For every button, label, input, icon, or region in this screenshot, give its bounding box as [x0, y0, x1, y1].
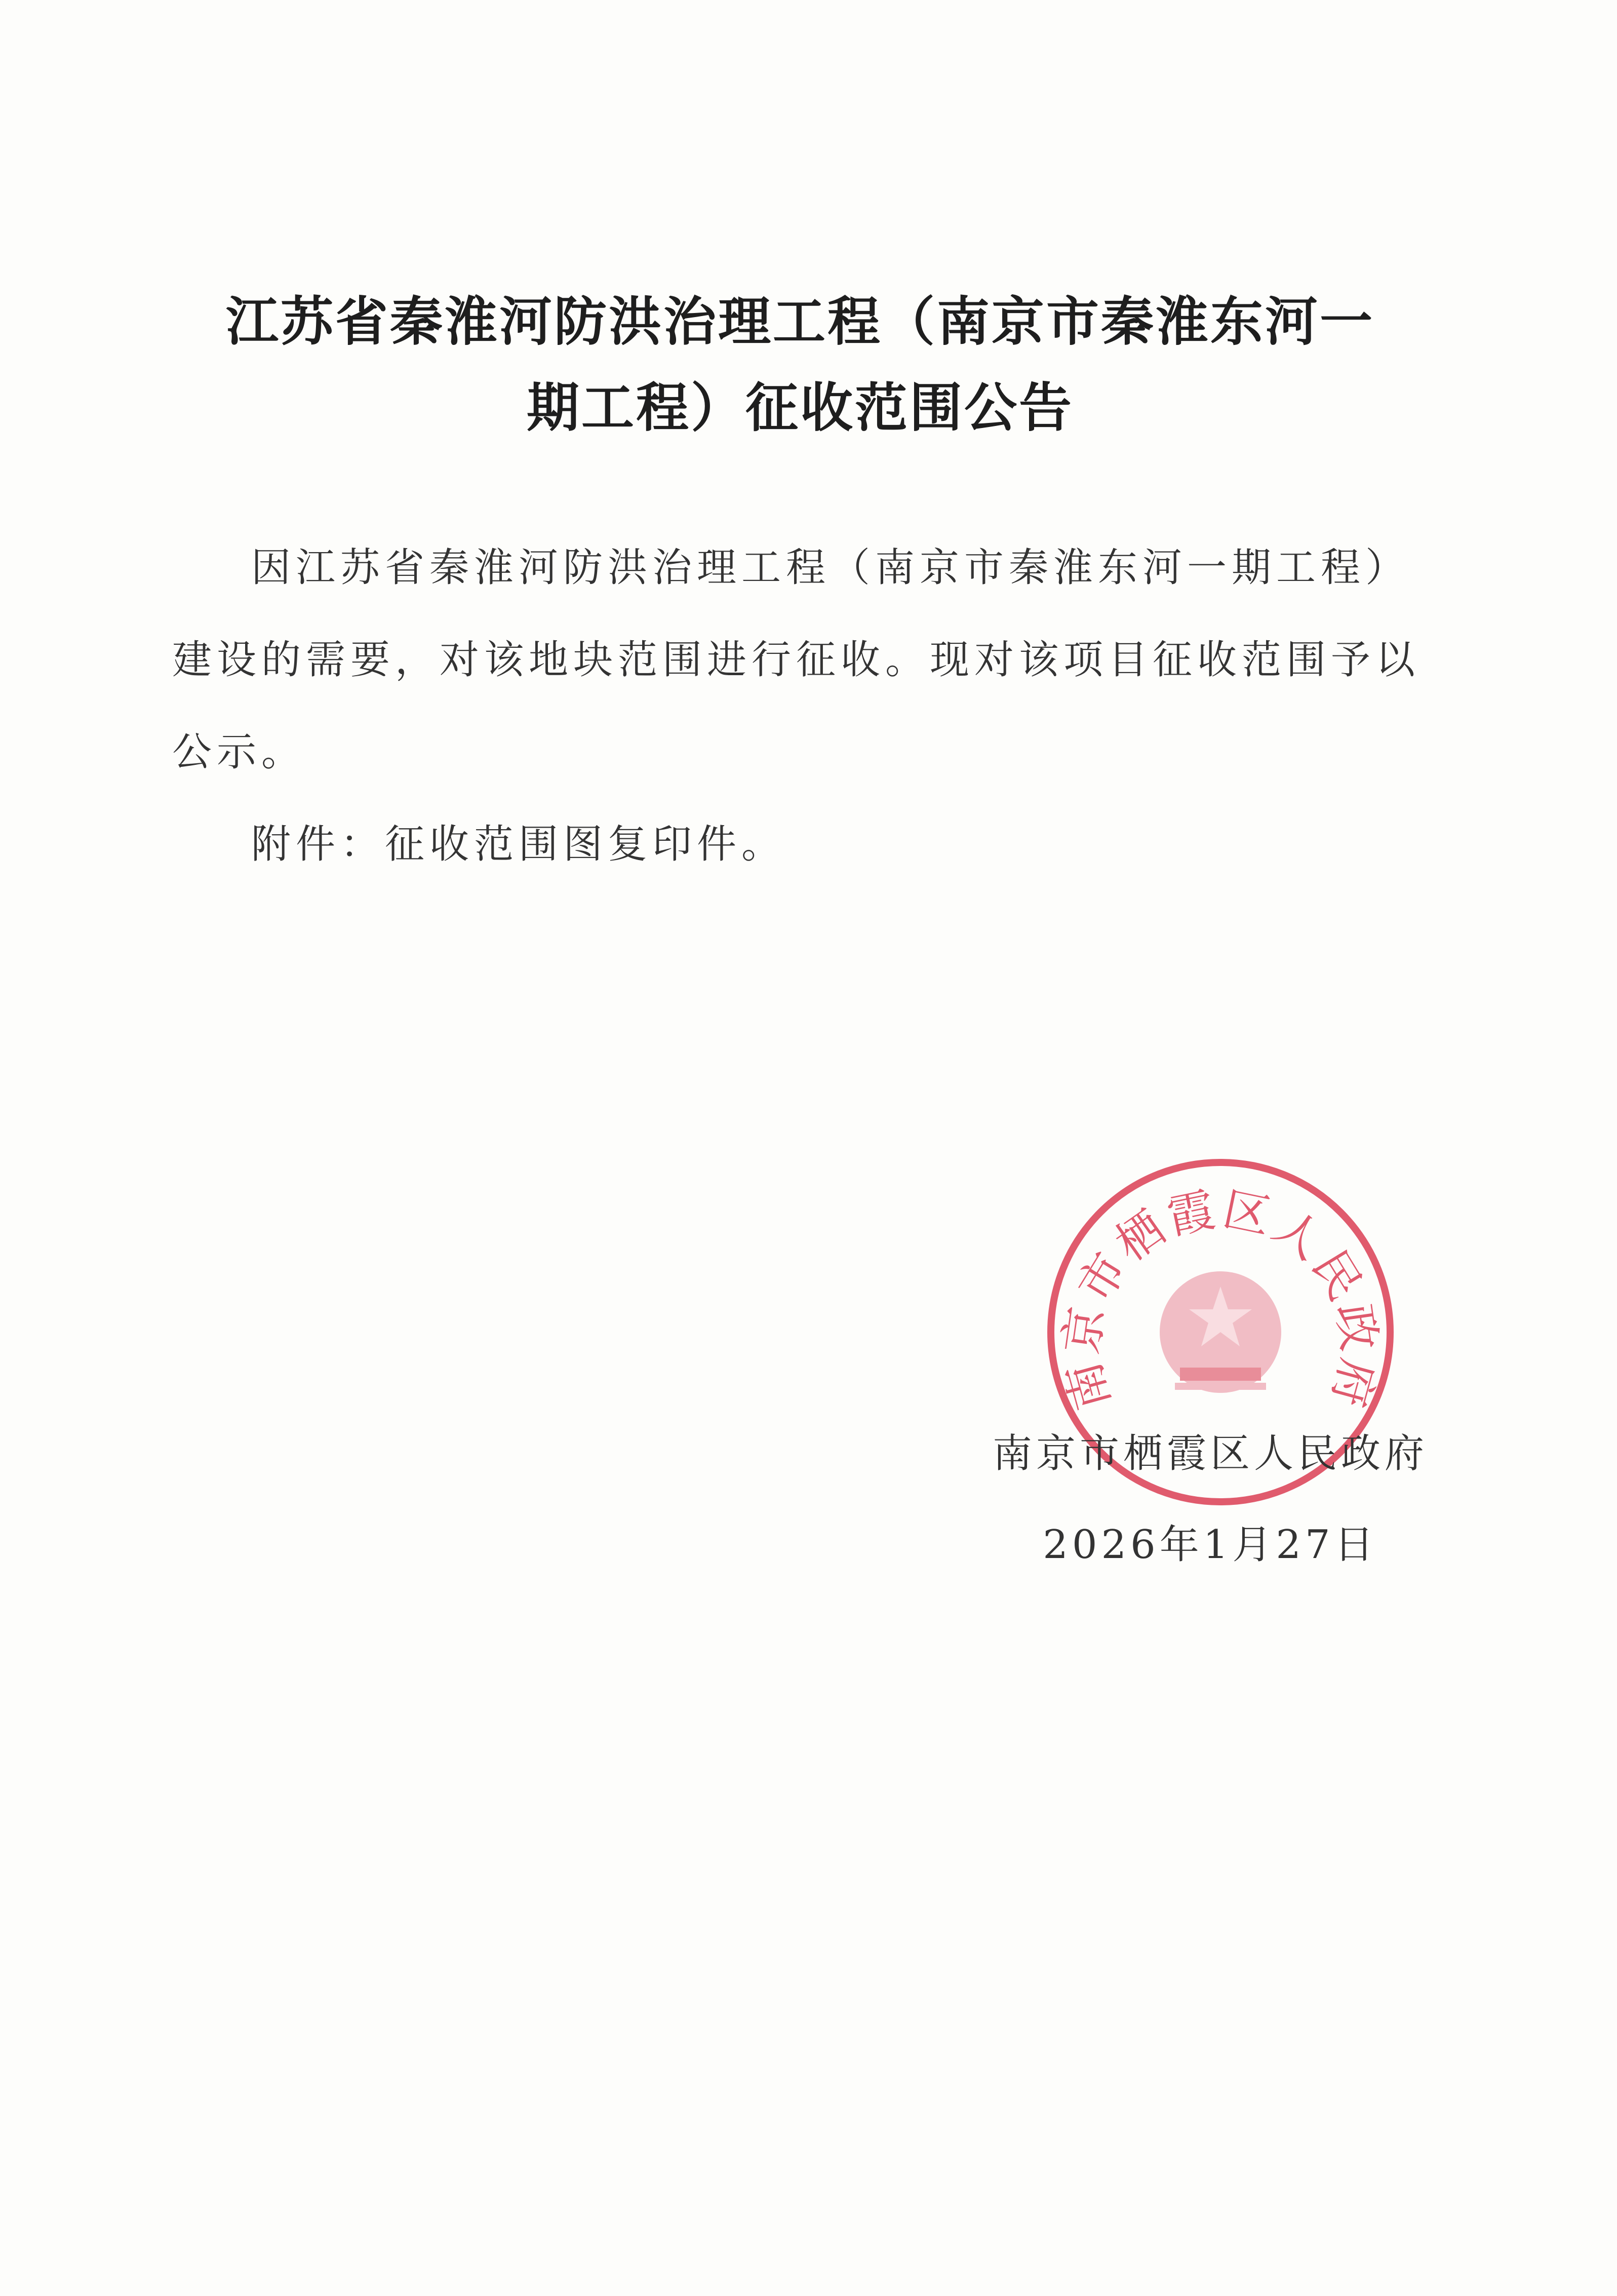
body-paragraph: 因江苏省秦淮河防洪治理工程（南京市秦淮东河一期工程）建设的需要，对该地块范围进行征收。现对该项目征收范围予以公示。 [172, 545, 1421, 775]
signature-block [982, 1408, 1438, 1590]
title-line-1: 江苏省秦淮河防洪治理工程（南京市秦淮东河一 [225, 290, 1374, 353]
document-body [172, 522, 1428, 890]
attachment-note: 附件：征收范围图复印件。 [251, 822, 786, 867]
svg-text:南京市栖霞区人民政府: 南京市栖霞区人民政府 [1054, 1182, 1387, 1416]
issuer-name: 南京市栖霞区人民政府 [992, 1431, 1428, 1476]
title-line-2: 期工程）征收范围公告 [526, 376, 1074, 439]
page-title [152, 279, 1448, 451]
issue-date: 2026年1月27日 [1043, 1522, 1378, 1568]
national-emblem-icon [1160, 1271, 1281, 1393]
